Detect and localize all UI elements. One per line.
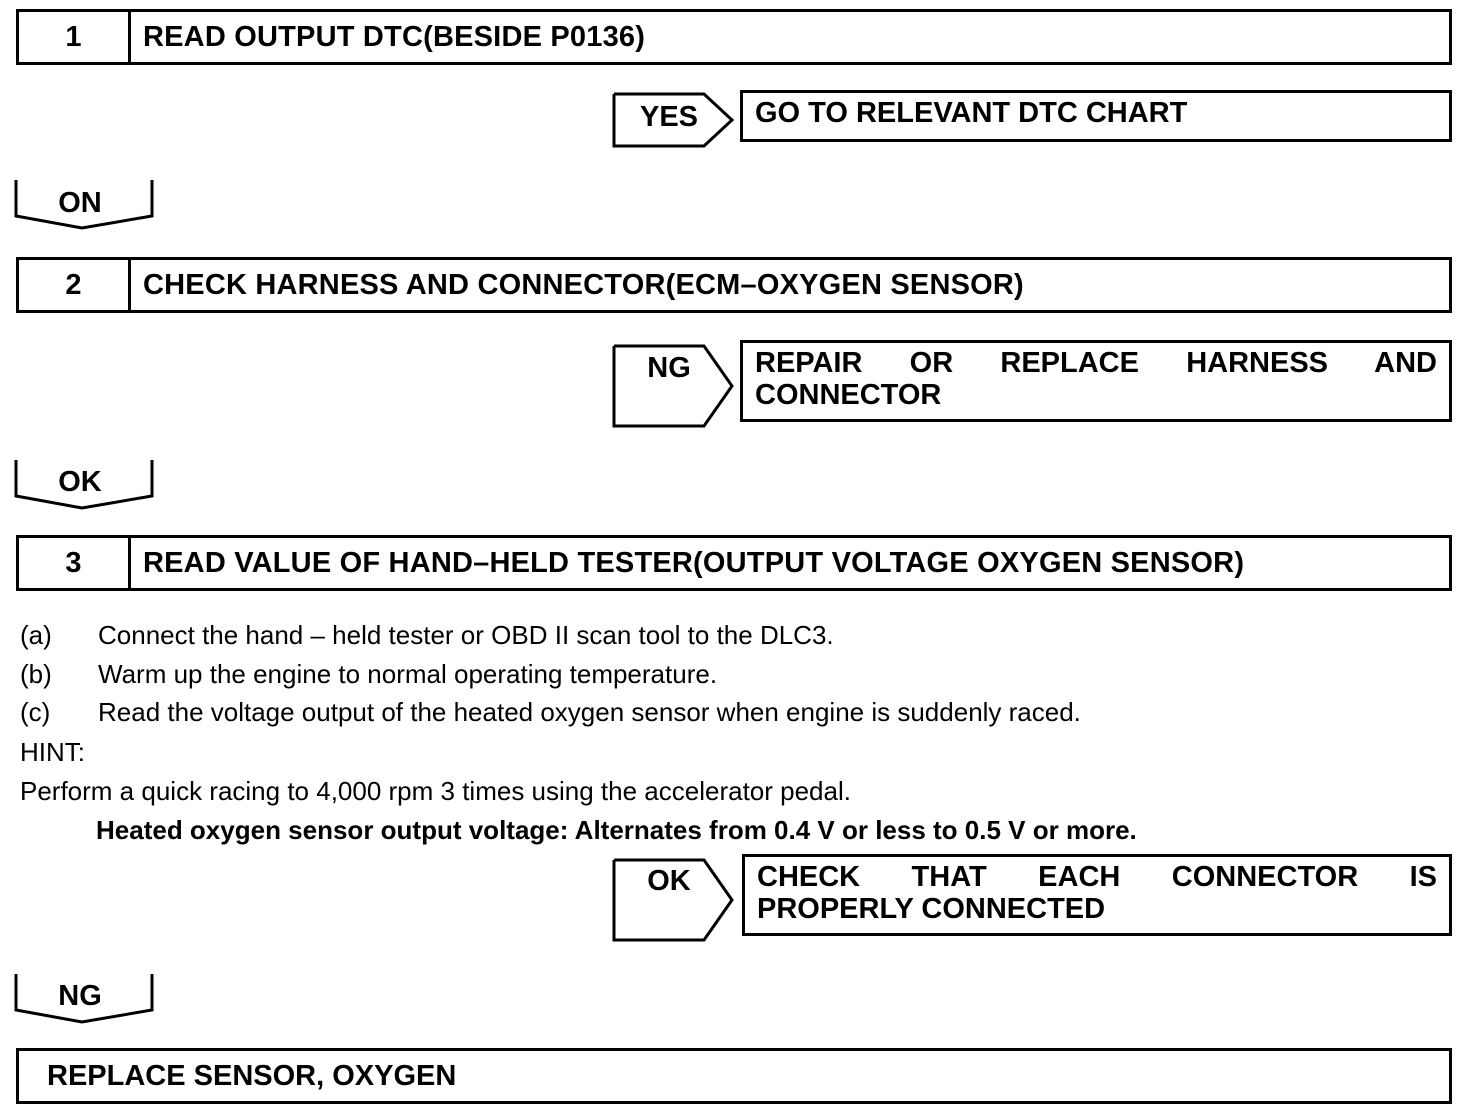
step-1-header <box>16 9 1452 65</box>
procedure-item-c-mark: (c) <box>20 697 51 727</box>
step-3-header <box>16 535 1452 591</box>
step-2-title: CHECK HARNESS AND CONNECTOR(ECM–OXYGEN SENSOR) <box>143 268 1024 301</box>
result-repair-harness <box>740 340 1452 422</box>
spec-voltage: Heated oxygen sensor output voltage: Alternates from 0.4 V or less to 0.5 V or more. <box>96 815 1137 845</box>
procedure-item-a-text: Connect the hand – held tester or OBD II scan tool to the DLC3. <box>98 620 834 650</box>
procedure-item-b <box>20 659 717 690</box>
result-check-connector-line2: PROPERLY CONNECTED <box>757 893 1106 925</box>
final-action-box <box>16 1048 1452 1104</box>
procedure-item-b-text: Warm up the engine to normal operating temperature. <box>98 659 718 689</box>
result-repair-harness-line2: CONNECTOR <box>755 379 942 411</box>
step-3-title: READ VALUE OF HAND–HELD TESTER(OUTPUT VOLTAGE OXYGEN SENSOR) <box>143 546 1245 579</box>
step-2-number: 2 <box>19 260 131 310</box>
ng-side-label: NG <box>647 352 691 384</box>
yes-label: YES <box>639 101 699 133</box>
result-check-connector <box>742 854 1452 936</box>
procedure-item-b-mark: (b) <box>20 659 52 689</box>
step-2-header <box>16 257 1452 313</box>
ok-down-label: OK <box>58 466 102 498</box>
result-go-to-dtc-chart-text: GO TO RELEVANT DTC CHART <box>755 97 1188 129</box>
procedure-item-a-mark: (a) <box>20 620 52 650</box>
procedure-item-c <box>20 697 1081 728</box>
result-go-to-dtc-chart <box>740 90 1452 142</box>
hint-label: HINT: <box>20 737 85 767</box>
ng-down-label: NG <box>58 980 102 1012</box>
step-1-title: READ OUTPUT DTC(BESIDE P0136) <box>143 20 646 53</box>
on-label: ON <box>58 187 102 219</box>
procedure-item-a <box>20 620 834 651</box>
final-action-text: REPLACE SENSOR, OXYGEN <box>47 1059 457 1092</box>
step-3-number: 3 <box>19 538 131 588</box>
procedure-item-c-text: Read the voltage output of the heated oxygen sensor when engine is suddenly raced. <box>98 697 1081 727</box>
ok-side-label: OK <box>647 865 691 897</box>
step-1-number: 1 <box>19 12 131 62</box>
result-check-connector-line1: CHECK THAT EACH CONNECTOR IS <box>757 861 1437 893</box>
hint-text: Perform a quick racing to 4,000 rpm 3 times using the accelerator pedal. <box>20 776 851 806</box>
result-repair-harness-line1: REPAIR OR REPLACE HARNESS AND <box>755 347 1437 379</box>
